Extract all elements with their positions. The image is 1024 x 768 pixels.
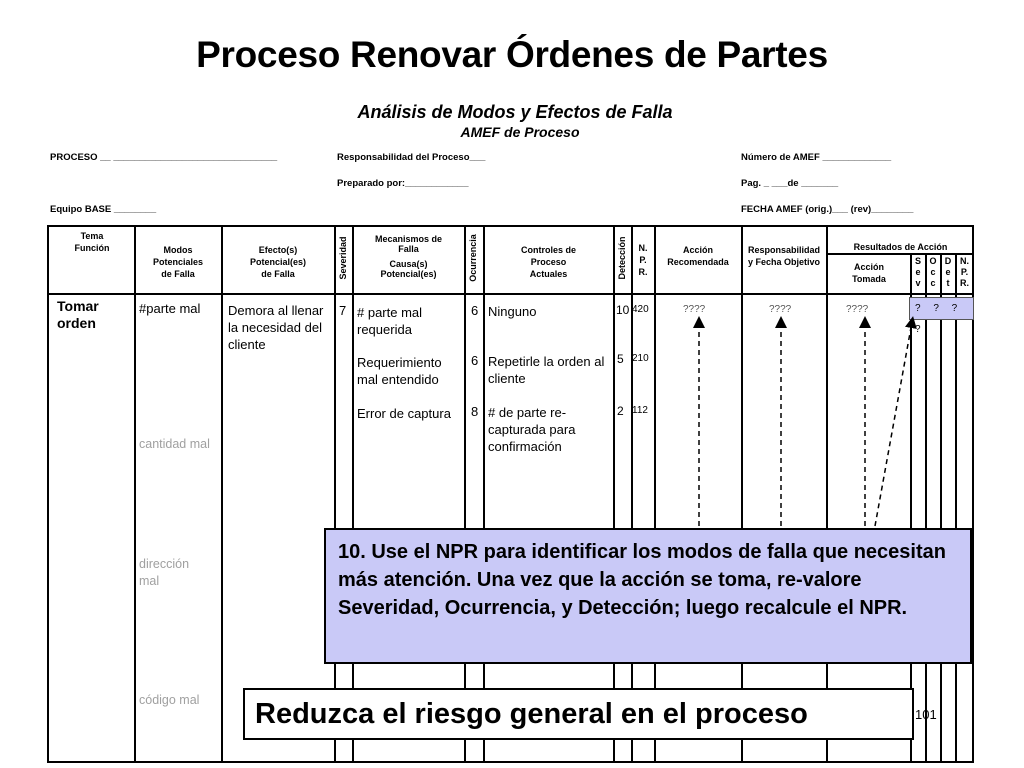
- header-responsabilidad: Responsabilidad y Fecha Objetivo: [747, 245, 821, 267]
- page-title: Proceso Renovar Órdenes de Partes: [196, 34, 828, 75]
- form-type: AMEF de Proceso: [460, 124, 580, 140]
- row-deteccion-1: 10: [616, 303, 630, 317]
- header-efecto: Efecto(s) Potencial(es) de Falla: [249, 245, 307, 279]
- header-accion-recomendada: Acción Recomendada: [667, 245, 729, 267]
- row-npr-3: 112: [632, 405, 648, 416]
- meta-fecha: FECHA AMEF (orig.)___ (rev)________: [741, 204, 914, 215]
- row-deteccion-2: 5: [617, 352, 624, 366]
- header-causas: Causa(s) Potencial(es): [380, 259, 437, 279]
- header-severidad: Severidad: [338, 236, 348, 280]
- meta-responsabilidad: Responsabilidad del Proceso___: [337, 152, 486, 163]
- header-mecanismos: Mecanismos de Falla: [374, 234, 443, 254]
- row-causa-3: Error de captura: [357, 406, 451, 421]
- header-det-short: D e t: [944, 256, 952, 288]
- row-ocurrencia-1: 6: [471, 303, 479, 318]
- mode-codigo: código mal: [139, 693, 200, 707]
- header-accion-tomada: Acción Tomada: [852, 262, 886, 284]
- meta-proceso: PROCESO __ _______________________________: [50, 152, 278, 163]
- mode-cantidad: cantidad mal: [139, 437, 210, 451]
- row-npr-2: 210: [632, 353, 649, 364]
- row-ocurrencia-3: 8: [471, 404, 479, 419]
- meta-numero-amef: Número de AMEF _____________: [741, 152, 892, 163]
- header-tema: Tema Función: [74, 231, 110, 253]
- header-npr: N. P. R.: [638, 243, 648, 277]
- row-causa-1: # parte mal requerida: [357, 305, 423, 337]
- header-sev-short: S e v: [914, 256, 921, 288]
- header-deteccion: Detección: [617, 236, 627, 280]
- row-control-2: Repetirle la orden al cliente: [488, 354, 605, 386]
- row-control-3: # de parte re-capturada para confirmación: [488, 405, 576, 454]
- meta-equipo: Equipo BASE ________: [50, 204, 157, 215]
- row-causa-2: Requerimiento mal entendido: [357, 355, 442, 387]
- header-ocurrencia: Ocurrencia: [468, 234, 478, 282]
- row-accion-recomendada: ????: [683, 304, 706, 315]
- row-npr-1: 420: [632, 304, 649, 315]
- page-number: 101: [915, 707, 937, 722]
- row-resultados: ? ? ? ?: [909, 297, 974, 320]
- row-funcion: Tomar orden: [57, 298, 99, 331]
- row-deteccion-3: 2: [617, 404, 624, 418]
- summary-banner: Reduzca el riesgo general en el proceso: [243, 688, 914, 740]
- header-npr-short: N. P. R.: [960, 256, 969, 288]
- header-occ-short: O c c: [929, 256, 937, 288]
- row-accion-tomada: ????: [846, 304, 869, 315]
- row-severidad: 7: [339, 303, 347, 318]
- row-responsabilidad: ????: [769, 304, 792, 315]
- instruction-callout: 10. Use el NPR para identificar los modos de falla que necesitan más atención. Una vez que la acción se toma, re-valore Severidad, Ocurrencia, y Detección; luego recalcule el NPR.: [324, 528, 972, 664]
- header-modos: Modos Potenciales de Falla: [152, 245, 204, 279]
- row-modo: #parte mal: [139, 301, 201, 316]
- form-subtitle: Análisis de Modos y Efectos de Falla: [357, 102, 673, 122]
- mode-direccion: dirección mal: [139, 557, 190, 588]
- header-controles: Controles de Proceso Actuales: [520, 245, 576, 279]
- arrow-resultados: [875, 322, 912, 526]
- header-resultados: Resultados de Acción: [853, 242, 948, 252]
- meta-pagina: Pag. _ ___de _______: [741, 178, 839, 189]
- meta-preparado: Preparado por:____________: [337, 178, 469, 189]
- row-control-1: Ninguno: [488, 304, 537, 319]
- row-efecto: Demora al llenar la necesidad del cliente: [228, 303, 324, 352]
- row-ocurrencia-2: 6: [471, 353, 479, 368]
